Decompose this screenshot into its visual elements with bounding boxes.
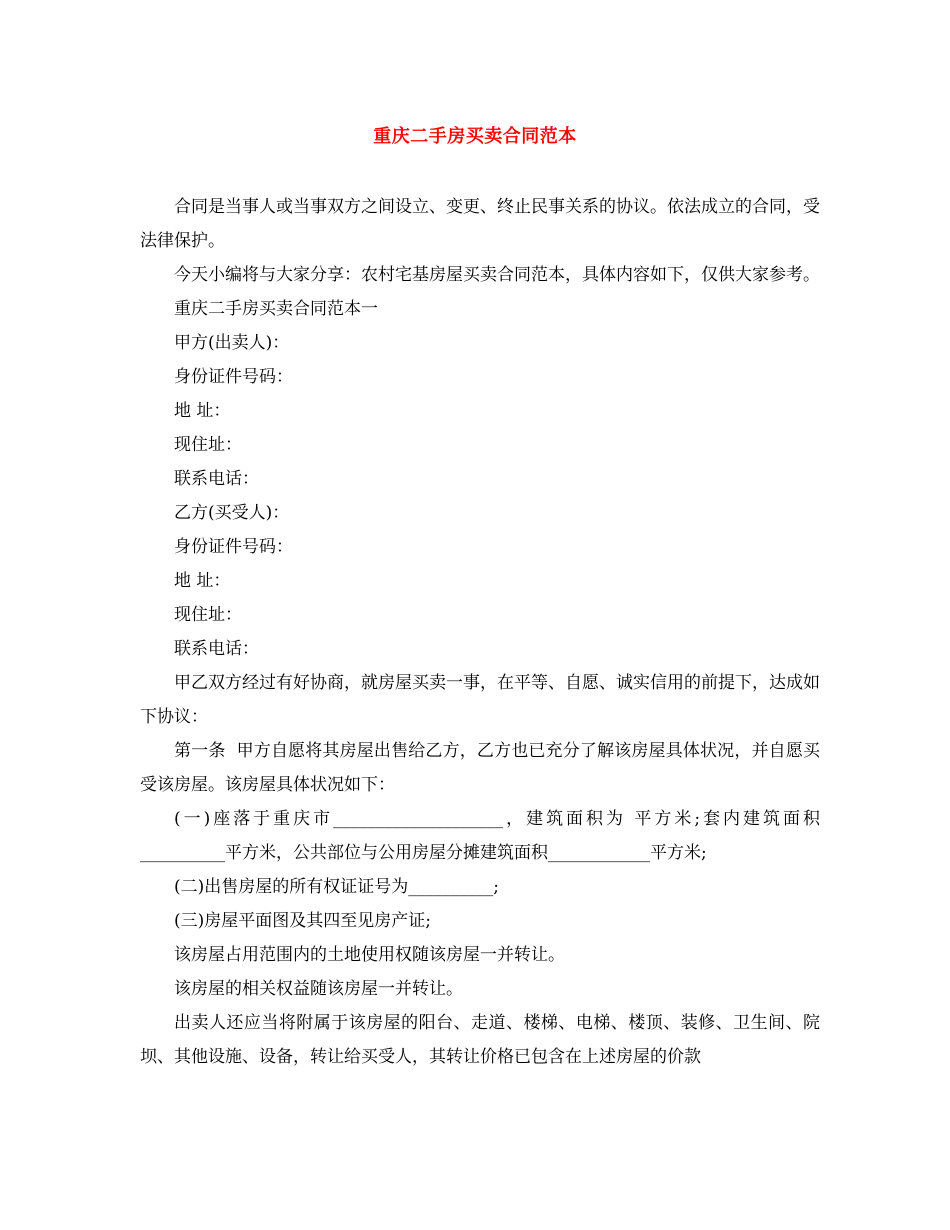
clause-item: (二)出售房屋的所有权证证号为__________; bbox=[174, 877, 499, 897]
section-heading: 重庆二手房买卖合同范本一 bbox=[174, 299, 378, 319]
clause-item: (三)房屋平面图及其四至见房产证; bbox=[174, 911, 431, 931]
buyer-address-label: 地 址： bbox=[174, 571, 231, 591]
clause-item: (一)座落于重庆市____________________，建筑面积为 平方米;套内建筑面积__________平方米，公共部位与公用房屋分摊建筑面积____________平方米; bbox=[140, 809, 820, 863]
document-title: 重庆二手房买卖合同范本 bbox=[373, 126, 577, 147]
buyer-current-address-label: 现住址： bbox=[174, 605, 242, 625]
buyer-id-label: 身份证件号码： bbox=[174, 537, 293, 557]
article-one: 第一条 甲方自愿将其房屋出售给乙方，乙方也已充分了解该房屋具体状况，并自愿买受该房屋。该房屋具体状况如下： bbox=[140, 741, 820, 795]
document-body bbox=[140, 190, 820, 1074]
paragraph: 该房屋占用范围内的土地使用权随该房屋一并转让。 bbox=[174, 945, 565, 965]
paragraph: 该房屋的相关权益随该房屋一并转让。 bbox=[174, 979, 463, 999]
seller-label: 甲方(出卖人)： bbox=[174, 333, 290, 353]
seller-phone-label: 联系电话： bbox=[174, 469, 259, 489]
buyer-label: 乙方(买受人)： bbox=[174, 503, 290, 523]
paragraph: 出卖人还应当将附属于该房屋的阳台、走道、楼梯、电梯、楼顶、装修、卫生间、院坝、其他设施、设备，转让给买受人，其转让价格已包含在上述房屋的价款 bbox=[140, 1013, 820, 1067]
paragraph: 今天小编将与大家分享：农村宅基房屋买卖合同范本，具体内容如下，仅供大家参考。 bbox=[174, 265, 820, 285]
paragraph: 甲乙双方经过有好协商，就房屋买卖一事，在平等、自愿、诚实信用的前提下，达成如下协议： bbox=[140, 673, 820, 727]
paragraph: 合同是当事人或当事双方之间设立、变更、终止民事关系的协议。依法成立的合同，受法律保护。 bbox=[140, 197, 820, 251]
seller-id-label: 身份证件号码： bbox=[174, 367, 293, 387]
seller-current-address-label: 现住址： bbox=[174, 435, 242, 455]
buyer-phone-label: 联系电话： bbox=[174, 639, 259, 659]
seller-address-label: 地 址： bbox=[174, 401, 231, 421]
